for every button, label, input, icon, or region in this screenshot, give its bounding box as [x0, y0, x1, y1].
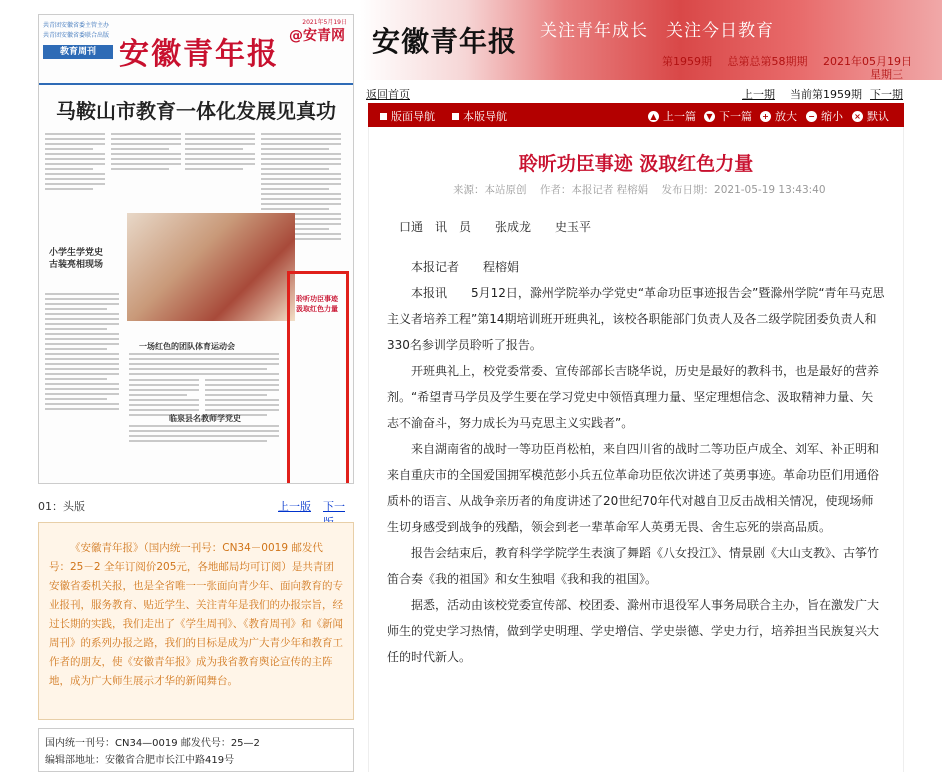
next-article-button[interactable]: [704, 108, 752, 124]
footer-line-1: 国内统一刊号：CN34—0019 邮发代号：25—2: [45, 738, 260, 749]
thumbnail-text-line: [45, 383, 119, 385]
thumbnail-brand: 安徽青年报: [119, 37, 279, 72]
thumbnail-tag: 教育周刊: [43, 45, 113, 59]
thumbnail-text-line: [205, 384, 279, 386]
thumbnail-text-line: [129, 389, 199, 391]
thumbnail-subhead-3: 临泉县名教师学党史: [169, 413, 241, 423]
thumbnail-text-line: [111, 138, 181, 140]
thumbnail-text-line: [45, 388, 119, 390]
next-issue-link[interactable]: 下一期: [870, 88, 903, 101]
thumbnail-text-line: [111, 153, 181, 155]
zoom-out-label: 缩小: [821, 110, 843, 123]
article-byline-authors: 口通 讯 员 张成龙 史玉平: [399, 220, 592, 234]
thumbnail-text-line: [261, 133, 341, 135]
square-icon: [380, 113, 387, 120]
article-body: [387, 214, 885, 670]
thumbnail-text-line: [261, 153, 341, 155]
thumbnail-text-line: [261, 163, 341, 165]
thumbnail-text-line: [129, 373, 279, 375]
thumbnail-text-line: [45, 168, 93, 170]
thumbnail-article-highlight[interactable]: [287, 271, 349, 484]
thumbnail-text-line: [45, 163, 105, 165]
thumbnail-text-line: [261, 168, 329, 170]
next-article-label: 下一篇: [719, 110, 752, 123]
thumbnail-text-line: [45, 373, 119, 375]
article-paragraph: 开班典礼上，校党委常委、宣传部部长吉晓华说，历史是最好的教科书，也是最好的营养剂。“希望青马学员及学生要在学习党史中领悟真理力量、坚定理想信念、汲取精神力量、矢志不渝奋斗，努力成长为马克思主义实践者”。: [387, 364, 880, 430]
thumbnail-text-line: [261, 208, 329, 210]
article-paragraph: 报告会结束后，教育科学学院学生表演了舞蹈《八女投江》、情景剧《大山支教》、古筝竹笛合奏《我的祖国》和女生独唱《我和我的祖国》。: [387, 546, 880, 586]
article-time: 发布日期：2021-05-19 13:43:40: [661, 184, 826, 196]
current-issue: 当前第1959期: [790, 88, 862, 101]
thumbnail-text-line: [45, 303, 119, 305]
thumbnail-text-line: [261, 203, 341, 205]
thumbnail-text-line: [129, 399, 199, 401]
thumbnail-text-line: [205, 399, 279, 401]
article-source-line: [453, 182, 836, 197]
thumbnail-text-line: [45, 173, 105, 175]
thumbnail-text-line: [45, 393, 119, 395]
thumbnail-side-line-1: 共青团安徽省委主管主办: [43, 22, 110, 29]
thumbnail-text-line: [261, 198, 341, 200]
thumbnail-text-line: [45, 313, 119, 315]
thumbnail-text-line: [45, 363, 119, 365]
thumbnail-text-line: [185, 158, 255, 160]
minus-icon: −: [806, 111, 817, 122]
thumbnail-text-line: [205, 404, 279, 406]
article-paragraph: 本报讯 5月12日，滁州学院举办学党史“革命功臣事迹报告会”暨滁州学院“青年马克思主义者培养工程”第14期培训班开班典礼，该校各职能部门负责人及各二级学院团委负责人和330名参训学员聆听了报告。: [387, 286, 885, 352]
thumbnail-text-line: [129, 394, 187, 396]
footer-info: [38, 728, 354, 772]
thumbnail-text-line: [45, 148, 93, 150]
thumbnail-highlight-title: 聆听功臣事迹 汲取红色力量: [296, 294, 338, 313]
thumbnail-text-line: [129, 404, 199, 406]
thumbnail-text-line: [45, 358, 119, 360]
thumbnail-text-line: [129, 430, 279, 432]
square-icon: [452, 113, 459, 120]
thumbnail-text-line: [261, 138, 341, 140]
thumbnail-text-line: [205, 379, 279, 381]
article-source: 来源：本站原创: [453, 184, 527, 196]
thumbnail-photo: [127, 213, 295, 321]
thumbnail-text-line: [205, 394, 267, 396]
thumbnail-text-line: [45, 348, 107, 350]
thumbnail-text-line: [261, 173, 341, 175]
thumbnail-text-line: [185, 148, 243, 150]
issue-weekday: 星期三: [870, 68, 903, 81]
thumbnail-text-line: [45, 298, 119, 300]
next-page-link[interactable]: 下一: [323, 500, 345, 513]
thumbnail-text-line: [45, 378, 107, 380]
close-icon: ×: [852, 111, 863, 122]
article-title: 聆听功臣事迹 汲取红色力量: [518, 153, 754, 175]
thumbnail-text-line: [129, 409, 199, 411]
article-paragraph: 来自湖南省的战时一等功臣肖松柏，来自四川省的战时二等功臣卢成全、刘军、补正明和来自重庆市的全国爱国拥军模范彭小兵五位革命功臣依次讲述了英勇事迹。革命功臣们用通俗质朴的语言、从战争亲历者的角度讲述了20世纪70年代对越自卫反击战相关情况，使现场师生切身感受到战争的残酷，领会到老一辈革命军人英勇无畏、舍生忘死的崇高品质。: [387, 442, 880, 534]
edition-nav-label: 本版导航: [463, 110, 507, 123]
prev-page-link[interactable]: 上一版: [278, 500, 311, 513]
prev-article-label: 上一篇: [663, 110, 696, 123]
edition-nav-button[interactable]: [452, 108, 507, 124]
thumbnail-text-line: [45, 408, 119, 410]
thumbnail-headline: 马鞍山市教育一体化发展见真功: [56, 99, 336, 123]
thumbnail-text-line: [129, 425, 279, 427]
thumbnail-text-line: [111, 168, 169, 170]
left-panel: [0, 0, 360, 772]
thumbnail-text-line: [205, 409, 279, 411]
thumbnail-text-line: [45, 338, 119, 340]
article-content: [368, 127, 904, 772]
thumbnail-text-line: [45, 138, 105, 140]
page-thumbnail[interactable]: [38, 14, 354, 484]
plus-icon: +: [760, 111, 771, 122]
thumbnail-text-line: [185, 138, 255, 140]
thumbnail-text-line: [45, 343, 119, 345]
layout-nav-button[interactable]: [380, 108, 435, 124]
thumbnail-text-line: [111, 158, 181, 160]
thumbnail-text-line: [45, 158, 105, 160]
thumbnail-text-line: [261, 178, 341, 180]
issue-total: 总第总第58期期: [727, 55, 808, 68]
prev-article-button[interactable]: [648, 108, 696, 124]
thumbnail-subhead-2: 一场红色的团队体育运动会: [139, 341, 235, 351]
article-byline-reporter: 本报记者 程榕娟: [411, 260, 520, 274]
thumbnail-side-info: [43, 21, 113, 59]
zoom-out-button[interactable]: [806, 108, 843, 124]
issue-number: 第1959期: [662, 55, 712, 68]
thumbnail-text-line: [129, 363, 279, 365]
thumbnail-text-line: [205, 389, 279, 391]
header-banner: [360, 0, 942, 80]
thumbnail-text-line: [45, 143, 105, 145]
thumbnail-text-line: [129, 384, 199, 386]
thumbnail-text-line: [45, 178, 105, 180]
issue-date: 2021年05月19日: [823, 55, 912, 68]
thumbnail-text-line: [261, 158, 341, 160]
thumbnail-text-line: [129, 435, 279, 437]
arrow-up-icon: ▲: [648, 111, 659, 122]
thumbnail-text-line: [111, 163, 181, 165]
thumbnail-text-line: [45, 323, 119, 325]
thumbnail-text-line: [185, 153, 255, 155]
thumbnail-text-line: [45, 293, 119, 295]
thumbnail-text-line: [45, 328, 107, 330]
article-author: 作者：本报记者 程榕娟: [539, 184, 649, 196]
thumbnail-text-line: [129, 440, 267, 442]
thumbnail-text-line: [185, 133, 255, 135]
home-link[interactable]: 返回首页: [366, 88, 410, 101]
thumbnail-logo: @安青网: [289, 28, 345, 44]
thumbnail-text-line: [45, 183, 105, 185]
thumbnail-text-line: [45, 133, 105, 135]
thumbnail-masthead: [39, 15, 353, 85]
issue-nav: [364, 84, 904, 102]
layout-nav-label: 版面导航: [391, 110, 435, 123]
zoom-in-label: 放大: [775, 110, 797, 123]
thumbnail-text-line: [45, 368, 119, 370]
default-size-label: 默认: [867, 110, 889, 123]
default-size-button[interactable]: [852, 108, 889, 124]
thumbnail-text-line: [45, 308, 107, 310]
zoom-in-button[interactable]: [760, 108, 797, 124]
thumbnail-side-line-2: 共青团安徽省委联合出版: [43, 32, 110, 39]
site-title: 安徽青年报: [372, 25, 518, 58]
thumbnail-text-line: [45, 333, 119, 335]
newspaper-intro: 《安徽青年报》（国内统一刊号：CN34－0019 邮发代号：25－2 全年订阅价205元，各地邮局均可订阅）是共青团安徽省委机关报，也是全省唯一一张面向青少年、面向教育的专业报刊，服务教育、贴近学生、关注青年是我们的办报宗旨，经过长期的实践，我们走出了《学生周刊》、《教育周刊》和《新闻周刊》的系列办报之路，我们的目标是成为广大青少年和教育工作者的朋友，使《安徽青年报》成为我省教育舆论宣传的主阵地，成为广大师生展示才华的新闻舞台。: [38, 522, 354, 720]
thumbnail-text-line: [45, 398, 107, 400]
thumbnail-text-line: [261, 143, 341, 145]
article-toolbar: [368, 103, 904, 127]
thumbnail-text-line: [45, 188, 93, 190]
thumbnail-text-line: [261, 188, 329, 190]
thumbnail-text-line: [45, 353, 119, 355]
thumbnail-text-line: [129, 379, 199, 381]
thumbnail-text-line: [45, 153, 105, 155]
thumbnail-text-line: [185, 143, 255, 145]
thumbnail-text-line: [261, 148, 329, 150]
thumbnail-text-line: [261, 183, 341, 185]
prev-issue-link[interactable]: 上一期: [742, 88, 775, 101]
thumbnail-text-line: [111, 148, 169, 150]
footer-line-2: 编辑部地址：安徽省合肥市长江中路419号: [45, 755, 235, 766]
thumbnail-text-line: [261, 193, 341, 195]
thumbnail-text-line: [185, 163, 255, 165]
thumbnail-date: 2021年5月19日: [302, 19, 347, 26]
site-slogan: 关注青年成长 关注今日教育: [540, 21, 774, 41]
thumbnail-text-line: [129, 358, 279, 360]
arrow-down-icon: ▼: [704, 111, 715, 122]
thumbnail-text-line: [129, 368, 267, 370]
page-name: 01：头版: [38, 500, 85, 513]
thumbnail-text-line: [111, 133, 181, 135]
thumbnail-text-line: [45, 403, 119, 405]
thumbnail-subhead-1: 小学生学党史 古装亮相现场: [49, 248, 104, 270]
thumbnail-text-line: [45, 318, 119, 320]
thumbnail-text-line: [111, 143, 181, 145]
thumbnail-text-line: [129, 353, 279, 355]
article-paragraph: 据悉，活动由该校党委宣传部、校团委、滁州市退役军人事务局联合主办，旨在激发广大师生的党史学习热情，做到学史明理、学史增信、学史崇德、学史力行，培养担当民族复兴大任的时代新人。: [387, 598, 880, 664]
thumbnail-text-line: [185, 168, 243, 170]
